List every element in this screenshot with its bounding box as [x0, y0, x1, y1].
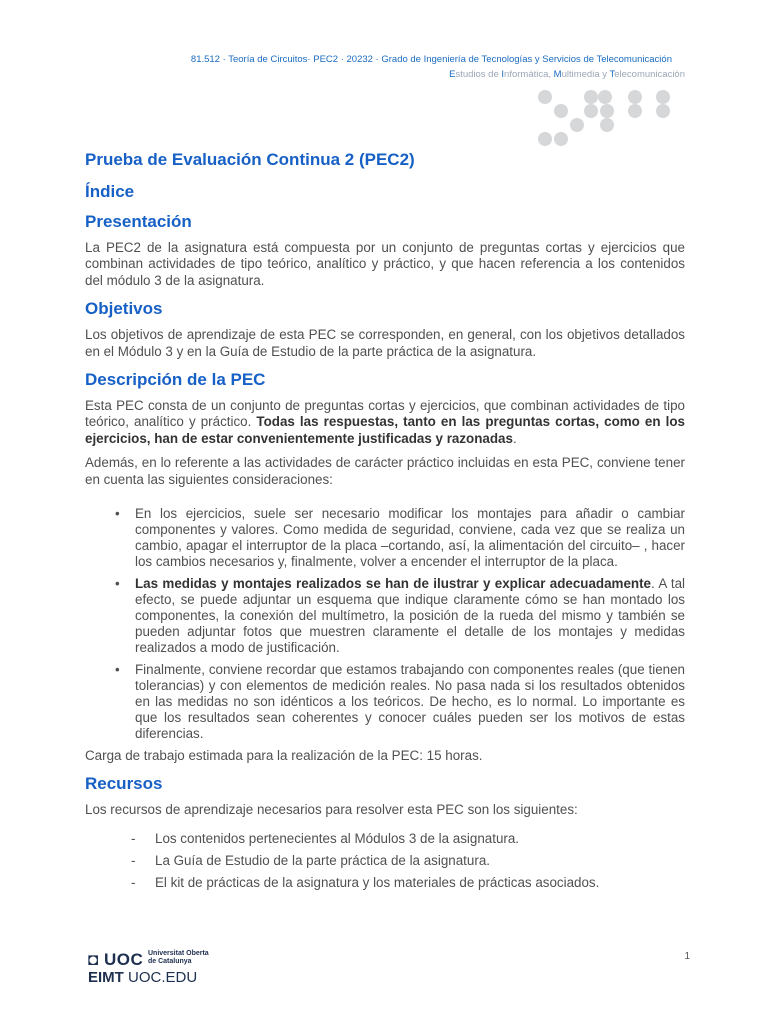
document-title: Prueba de Evaluación Continua 2 (PEC2) [85, 150, 415, 169]
resources-list [85, 831, 685, 891]
header-studies-line: Estudios de Informática, Multimedia y Telecomunicación [449, 69, 685, 80]
presentation-heading: Presentación [85, 212, 192, 231]
resources-heading: Recursos [85, 774, 163, 794]
eimt-logo: EIMT UOC.EDU [88, 969, 198, 986]
header-course-line: 81.512 · Teoría de Circuitos· PEC2 · 20232 · Grado de Ingeniería de Tecnologías y Servicios de Telecomunicación [190, 54, 672, 65]
presentation-text: La PEC2 de la asignatura está compuesta por un conjunto de preguntas cortas y ejercicios que combinan actividades de tipo teórico, analítico y práctico, y que hacen referencia a los contenidos del módulo 3 de la asignatura. [85, 240, 685, 288]
document-body [85, 150, 685, 897]
uoc-logo-name: Universitat Oberta de Catalunya [148, 950, 209, 965]
considerations-list [85, 506, 685, 742]
workload-text: Carga de trabajo estimada para la realización de la PEC: 15 horas. [85, 748, 483, 764]
description-paragraph-1: Esta PEC consta de un conjunto de preguntas cortas y ejercicios, que combinan actividades de tipo teórico, analítico y práctico. Todas las respuestas, tanto en las preguntas cortas, como en los ejercicios, han de estar convenientemente justificadas y razonadas. [85, 398, 685, 446]
index-heading: Índice [85, 182, 135, 201]
description-heading: Descripción de la PEC [85, 370, 266, 390]
uoc-logo [88, 948, 238, 988]
resource-item: - Los contenidos pertenecientes al Módulos 3 de la asignatura. [155, 831, 685, 847]
page-number: 1 [684, 951, 690, 962]
consideration-item: • Finalmente, conviene recordar que estamos trabajando con componentes reales (que tienen tolerancias) y con elementos de medición reales. No pasa nada si los resultados obtenidos en las medidas no son idénticos a los teóricos. De hecho, es lo normal. Lo importante es que los resultados sean coherentes y conocer cuáles pueden ser los motivos de estas diferencias. [135, 662, 685, 742]
objectives-heading: Objetivos [85, 299, 163, 319]
consideration-item: • En los ejercicios, suele ser necesario modificar los montajes para añadir o cambiar componentes y valores. Como medida de seguridad, conviene, cada vez que se realiza un cambio, apagar el interruptor de la placa –cortando, así, la alimentación del circuito– , hacer los cambios necesarios y, finalmente, volver a encender el interruptor de la placa. [135, 506, 685, 570]
consideration-item: • Las medidas y montajes realizados se han de ilustrar y explicar adecuadamente. A tal efecto, se puede adjuntar un esquema que indique claramente cómo se han montado los componentes, la conexión del multímetro, la posición de la rueda del mismo y también se pueden adjuntar fotos que muestren claramente el detalle de los montajes y medidas realizados a modo de justificación. [135, 576, 685, 656]
decorative-dot-pattern [530, 84, 680, 150]
uoc-logo-mark: ◘ UOC [88, 950, 144, 969]
resources-intro: Los recursos de aprendizaje necesarios para resolver esta PEC son los siguientes: [85, 802, 578, 818]
resource-item: - El kit de prácticas de la asignatura y los materiales de prácticas asociados. [155, 875, 685, 891]
resource-item: - La Guía de Estudio de la parte práctica de la asignatura. [155, 853, 685, 869]
objectives-text: Los objetivos de aprendizaje de esta PEC se corresponden, en general, con los objetivos detallados en el Módulo 3 y en la Guía de Estudio de la parte práctica de la asignatura. [85, 327, 685, 359]
description-paragraph-2: Además, en lo referente a las actividades de carácter práctico incluidas en esta PEC, conviene tener en cuenta las siguientes consideraciones: [85, 455, 685, 487]
